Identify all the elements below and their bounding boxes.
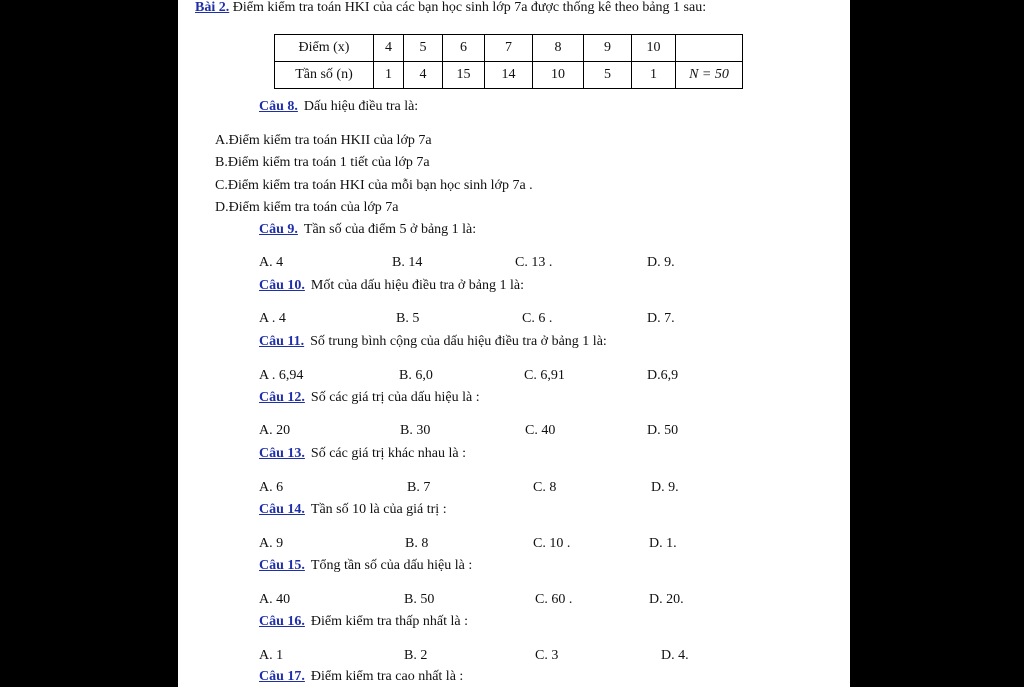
option-d: D. 4. <box>661 648 689 663</box>
option-a: A. 40 <box>259 592 291 607</box>
table-cell: 7 <box>485 35 533 62</box>
question-text: Tần số của điểm 5 ở bảng 1 là: <box>303 222 477 237</box>
question-8 <box>259 99 418 115</box>
option-d: D. 7. <box>647 311 675 326</box>
question-text: Mốt của dấu hiệu điều tra ở bảng 1 là: <box>310 278 524 293</box>
question-number: Câu 10. <box>259 278 305 293</box>
option-d: D. 1. <box>649 536 677 551</box>
option-d: D. 9. <box>647 255 675 270</box>
table-cell: 5 <box>584 62 632 89</box>
question-number: Câu 17. <box>259 669 305 684</box>
option-a: A. 20 <box>259 423 291 438</box>
option-b: B. 30 <box>400 423 431 438</box>
option-b: B. 50 <box>404 592 435 607</box>
question-number: Câu 11. <box>259 334 305 349</box>
option-c: C. 6,91 <box>524 368 565 383</box>
question-number: Câu 13. <box>259 446 305 461</box>
option-a: A. 6 <box>259 480 284 495</box>
option-c: C. 10 . <box>533 536 571 551</box>
question-10 <box>259 278 524 294</box>
question-number: Câu 12. <box>259 390 305 405</box>
exercise-text: Điểm kiểm tra toán HKI của các bạn học sinh lớp 7a được thống kê theo bảng 1 sau: <box>232 0 707 15</box>
question-15 <box>259 558 472 574</box>
option-d: D. 50 <box>647 423 679 438</box>
option-b: B. 14 <box>392 255 423 270</box>
option-a: A. 9 <box>259 536 284 551</box>
option-c: C.Điểm kiểm tra toán HKI của mỗi bạn học sinh lớp 7a . <box>215 178 533 193</box>
option-d: D.6,9 <box>647 368 679 383</box>
option-a: A. 4 <box>259 255 284 270</box>
option-d: D. 9. <box>651 480 679 495</box>
option-a: A.Điểm kiểm tra toán HKII của lớp 7a <box>215 133 432 148</box>
question-13 <box>259 446 466 462</box>
table-cell: 4 <box>404 62 443 89</box>
table-cell: 10 <box>533 62 584 89</box>
option-c: C. 8 <box>533 480 557 495</box>
question-number: Câu 8. <box>259 99 298 114</box>
exercise-label: Bài 2. <box>195 0 230 15</box>
table-cell: Điểm (x) <box>275 35 374 62</box>
exercise-header <box>195 0 706 16</box>
question-text: Điểm kiểm tra cao nhất là : <box>310 669 464 684</box>
frequency-table <box>274 34 743 89</box>
option-a: A. 1 <box>259 648 284 663</box>
option-c: C. 40 <box>525 423 556 438</box>
question-17 <box>259 669 463 685</box>
document-page <box>178 0 850 687</box>
question-9 <box>259 222 476 238</box>
table-cell: 10 <box>632 35 676 62</box>
option-b: B. 8 <box>405 536 429 551</box>
option-c: C. 13 . <box>515 255 553 270</box>
option-b: B.Điểm kiểm tra toán 1 tiết của lớp 7a <box>215 155 430 170</box>
table-cell: N = 50 <box>676 62 743 89</box>
option-a: A . 6,94 <box>259 368 304 383</box>
question-text: Số các giá trị của dấu hiệu là : <box>310 390 480 405</box>
question-number: Câu 9. <box>259 222 298 237</box>
question-text: Tổng tần số của dấu hiệu là : <box>310 558 473 573</box>
option-b: B. 5 <box>396 311 420 326</box>
option-c: C. 3 <box>535 648 559 663</box>
question-text: Số các giá trị khác nhau là : <box>310 446 467 461</box>
option-d: D. 20. <box>649 592 684 607</box>
table-cell <box>676 35 743 62</box>
table-row <box>275 62 743 89</box>
table-cell: 6 <box>443 35 485 62</box>
option-b: B. 2 <box>404 648 428 663</box>
question-text: Điểm kiểm tra thấp nhất là : <box>310 614 468 629</box>
question-number: Câu 15. <box>259 558 305 573</box>
table-cell: 1 <box>632 62 676 89</box>
table-cell: Tần số (n) <box>275 62 374 89</box>
table-cell: 5 <box>404 35 443 62</box>
table-cell: 4 <box>374 35 404 62</box>
question-11 <box>259 334 607 350</box>
table-row <box>275 35 743 62</box>
question-text: Số trung bình cộng của dấu hiệu điều tra ở bảng 1 là: <box>310 334 607 349</box>
option-a: A . 4 <box>259 311 286 326</box>
table-cell: 8 <box>533 35 584 62</box>
question-12 <box>259 390 480 406</box>
option-c: C. 60 . <box>535 592 573 607</box>
table-cell: 1 <box>374 62 404 89</box>
question-number: Câu 16. <box>259 614 305 629</box>
table-cell: 14 <box>485 62 533 89</box>
question-14 <box>259 502 447 518</box>
question-16 <box>259 614 468 630</box>
option-b: B. 7 <box>407 480 431 495</box>
option-d: D.Điểm kiểm tra toán của lớp 7a <box>215 200 399 215</box>
option-b: B. 6,0 <box>399 368 433 383</box>
question-text: Dấu hiệu điều tra là: <box>303 99 419 114</box>
question-text: Tần số 10 là của giá trị : <box>310 502 447 517</box>
option-c: C. 6 . <box>522 311 553 326</box>
table-cell: 15 <box>443 62 485 89</box>
question-number: Câu 14. <box>259 502 305 517</box>
table-cell: 9 <box>584 35 632 62</box>
